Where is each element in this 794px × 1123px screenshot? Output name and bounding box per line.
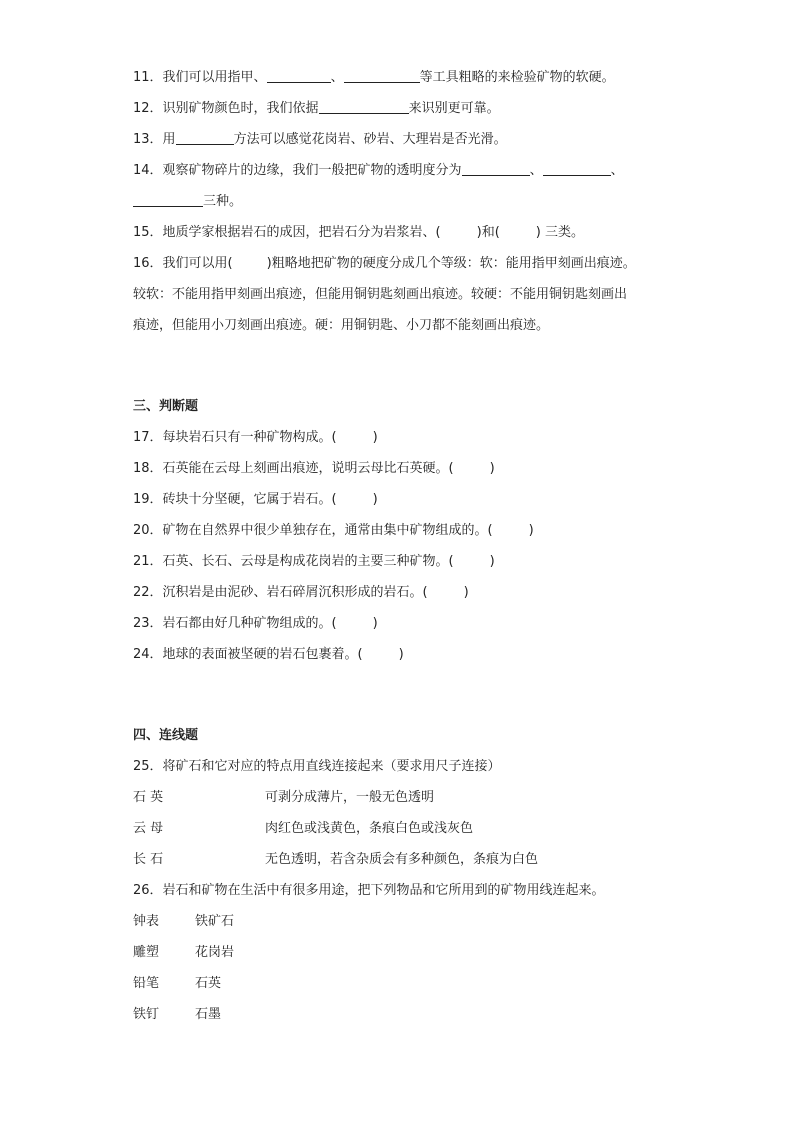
- match-left[interactable]: 钟表: [133, 914, 160, 929]
- fill-blank[interactable]: [319, 99, 409, 114]
- fill-blank[interactable]: [133, 192, 203, 207]
- question-number: 12．: [133, 101, 163, 116]
- match-row[interactable]: [133, 906, 673, 937]
- question-20: 20．矿物在自然界中很少单独存在，通常由集中矿物组成的。( ): [133, 523, 534, 538]
- match-right[interactable]: 无色透明，若含杂质会有多种颜色，条痕为白色: [265, 852, 539, 867]
- question-22: 22．沉积岩是由泥砂、岩石碎屑沉积形成的岩石。( ): [133, 585, 469, 600]
- question-number: 13．: [133, 132, 163, 147]
- question-16-line-2: 较软：不能用指甲刻画出痕迹，但能用铜钥匙刻画出痕迹。较硬：不能用铜钥匙刻画出: [133, 287, 628, 302]
- question-12: 12．识别矿物颜色时，我们依据 来识别更可靠。: [133, 101, 500, 116]
- question-19: 19．砖块十分坚硬，它属于岩石。( ): [133, 492, 378, 507]
- match-right[interactable]: 铁矿石: [195, 914, 235, 929]
- match-row[interactable]: [133, 844, 673, 875]
- match-row[interactable]: [133, 937, 673, 968]
- question-11: 11．我们可以用指甲、 、 等工具粗略的来检验矿物的软硬。: [133, 70, 615, 85]
- spacer: [133, 670, 673, 694]
- match-left[interactable]: 铁钉: [133, 1007, 160, 1022]
- question-16-line-3: 痕迹，但能用小刀刻画出痕迹。硬：用铜钥匙、小刀都不能刻画出痕迹。: [133, 318, 550, 333]
- question-number: 11．: [133, 70, 163, 85]
- match-left[interactable]: 云 母: [133, 821, 164, 836]
- question-26: 26．岩石和矿物在生活中有很多用途，把下列物品和它所用到的矿物用线连起来。: [133, 883, 605, 898]
- fill-blank[interactable]: [176, 130, 234, 145]
- question-number: 15．: [133, 225, 163, 240]
- match-row[interactable]: [133, 782, 673, 813]
- fill-blank[interactable]: [344, 68, 420, 83]
- match-row[interactable]: [133, 968, 673, 999]
- question-15: 15．地质学家根据岩石的成因，把岩石分为岩浆岩、( )和( ) 三类。: [133, 225, 584, 240]
- question-18: 18．石英能在云母上刻画出痕迹，说明云母比石英硬。( ): [133, 461, 495, 476]
- match-right[interactable]: 石英: [195, 976, 222, 991]
- fill-blank[interactable]: [462, 161, 530, 176]
- match-right[interactable]: 可剥分成薄片，一般无色透明: [265, 790, 435, 805]
- match-row[interactable]: [133, 813, 673, 844]
- question-21: 21．石英、长石、云母是构成花岗岩的主要三种矿物。( ): [133, 554, 495, 569]
- spacer: [133, 341, 673, 365]
- match-right[interactable]: 花岗岩: [195, 945, 235, 960]
- question-24: 24．地球的表面被坚硬的岩石包裹着。( ): [133, 647, 404, 662]
- worksheet-page: [133, 62, 673, 1030]
- fill-blank[interactable]: [543, 161, 611, 176]
- section-heading-matching: 四、连线题: [133, 728, 199, 743]
- judge-list: [133, 422, 673, 670]
- question-17: 17．每块岩石只有一种矿物构成。( ): [133, 430, 378, 445]
- question-23: 23．岩石都由好几种矿物组成的。( ): [133, 616, 378, 631]
- question-14-continued: 三种。: [133, 186, 673, 217]
- question-14: 14．观察矿物碎片的边缘，我们一般把矿物的透明度分为 、 、: [133, 163, 624, 178]
- match-left[interactable]: 铅笔: [133, 976, 160, 991]
- match-left[interactable]: 石 英: [133, 790, 164, 805]
- question-13: 13．用 方法可以感觉花岗岩、砂岩、大理岩是否光滑。: [133, 132, 507, 147]
- section-heading-judge: 三、判断题: [133, 399, 199, 414]
- fill-blank[interactable]: [267, 68, 331, 83]
- question-16: 16．我们可以用( )粗略地把矿物的硬度分成几个等级：软：能用指甲刻画出痕迹。: [133, 256, 636, 271]
- match-left[interactable]: 雕塑: [133, 945, 160, 960]
- match-right[interactable]: 石墨: [195, 1007, 222, 1022]
- match-right[interactable]: 肉红色或浅黄色，条痕白色或浅灰色: [265, 821, 474, 836]
- question-25: 25．将矿石和它对应的特点用直线连接起来（要求用尺子连接）: [133, 759, 501, 774]
- question-number: 14．: [133, 163, 163, 178]
- question-number: 16．: [133, 256, 163, 271]
- match-row[interactable]: [133, 999, 673, 1030]
- match-left[interactable]: 长 石: [133, 852, 164, 867]
